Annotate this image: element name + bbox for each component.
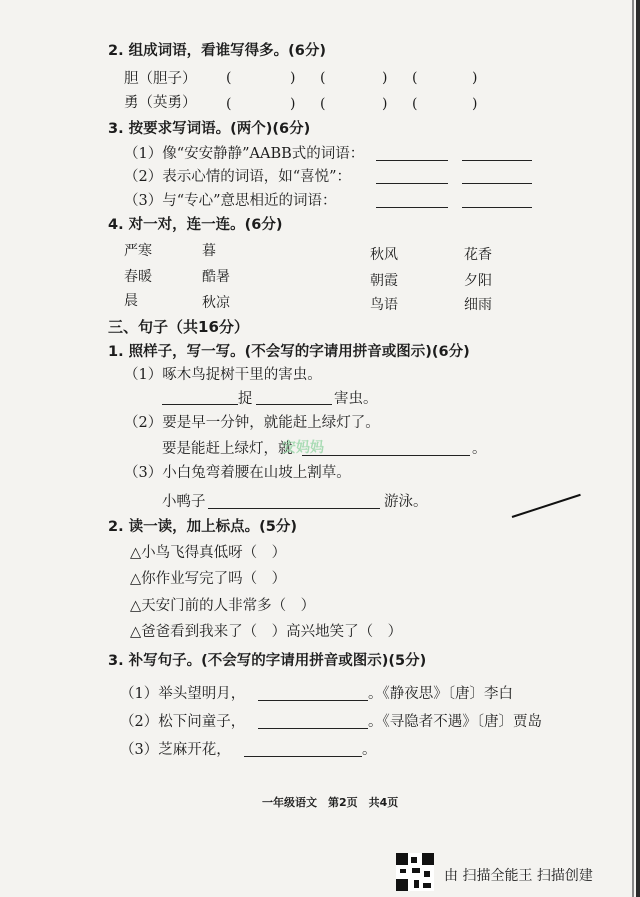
example-2-fill: 要是能赶上绿灯，就 bbox=[162, 441, 293, 457]
page-footer: 一年级语文 第2页 共4页 bbox=[262, 796, 399, 809]
answer-blank[interactable] bbox=[462, 207, 532, 208]
match-word[interactable]: 晨 bbox=[124, 293, 138, 309]
match-word[interactable]: 暮 bbox=[202, 243, 216, 259]
poem-2-end: 。《寻隐者不遇》〔唐〕贾岛 bbox=[368, 714, 542, 730]
paren: ( bbox=[412, 70, 418, 86]
example-3-end: 游泳。 bbox=[384, 494, 428, 510]
section-title: 三、句子（共16分） bbox=[108, 318, 249, 336]
poem-3-end: 。 bbox=[362, 742, 377, 758]
answer-blank[interactable] bbox=[256, 404, 332, 405]
answer-blank[interactable] bbox=[376, 183, 448, 184]
paren: ) bbox=[472, 70, 478, 86]
match-word[interactable]: 春暖 bbox=[124, 269, 152, 285]
answer-blank[interactable] bbox=[462, 160, 532, 161]
q3-item-1: （1）像“安安静静”AABB式的词语： bbox=[124, 146, 365, 162]
match-word[interactable]: 严寒 bbox=[124, 243, 152, 259]
page-edge-inner bbox=[632, 0, 634, 897]
q2-title: 2. 组成词语，看谁写得多。(6分) bbox=[108, 43, 326, 59]
example-1-verb: 捉 bbox=[238, 391, 253, 407]
answer-blank[interactable] bbox=[162, 404, 238, 405]
qr-code-icon bbox=[396, 853, 434, 891]
match-word[interactable]: 酷暑 bbox=[202, 269, 230, 285]
example-3-start: 小鸭子 bbox=[162, 494, 206, 510]
answer-blank[interactable] bbox=[376, 207, 448, 208]
poem-3-start: （3）芝麻开花， bbox=[120, 742, 231, 758]
q3-item-3: （3）与“专心”意思相近的词语： bbox=[124, 193, 337, 209]
example-1-end: 害虫。 bbox=[334, 391, 378, 407]
example-2: （2）要是早一分钟，就能赶上绿灯了。 bbox=[124, 415, 380, 431]
sec3-q2-title: 2. 读一读，加上标点。(5分) bbox=[108, 519, 297, 535]
match-word[interactable]: 花香 bbox=[464, 247, 492, 263]
punct-item[interactable]: △爸爸看到我来了（ ）高兴地笑了（ ） bbox=[130, 624, 403, 640]
answer-blank[interactable] bbox=[258, 700, 368, 701]
punct-item[interactable]: △小鸟飞得真低呀（ ） bbox=[130, 545, 287, 561]
match-word[interactable]: 秋风 bbox=[370, 247, 398, 263]
paren: ) bbox=[382, 70, 388, 86]
punct-item[interactable]: △你作业写完了吗（ ） bbox=[130, 571, 287, 587]
answer-blank[interactable] bbox=[302, 455, 470, 456]
paren: ) bbox=[290, 70, 296, 86]
paren: ) bbox=[472, 96, 478, 112]
match-word[interactable]: 细雨 bbox=[464, 297, 492, 313]
poem-1-end: 。《静夜思》〔唐〕李白 bbox=[368, 686, 513, 702]
punct-item[interactable]: △天安门前的人非常多（ ） bbox=[130, 598, 316, 614]
sec3-q1-title: 1. 照样子，写一写。(不会写的字请用拼音或图示)(6分) bbox=[108, 344, 470, 360]
answer-blank[interactable] bbox=[208, 508, 380, 509]
q2-row-2-label: 勇（英勇） bbox=[124, 95, 197, 111]
paren: ( bbox=[226, 96, 232, 112]
match-word[interactable]: 夕阳 bbox=[464, 273, 492, 289]
q3-item-2: （2）表示心情的词语，如“喜悦”： bbox=[124, 169, 352, 185]
match-word[interactable]: 秋凉 bbox=[202, 295, 230, 311]
paren: ( bbox=[412, 96, 418, 112]
answer-blank[interactable] bbox=[258, 728, 368, 729]
poem-1-start: （1）举头望明月， bbox=[120, 686, 246, 702]
poem-2-start: （2）松下问童子， bbox=[120, 714, 246, 730]
q2-row-1-label: 胆（胆子） bbox=[124, 71, 197, 87]
example-3: （3）小白兔弯着腰在山坡上割草。 bbox=[124, 465, 351, 481]
example-2-end: 。 bbox=[472, 441, 487, 457]
watermark: 安妈妈 bbox=[282, 440, 324, 456]
answer-blank[interactable] bbox=[462, 183, 532, 184]
q3-title: 3. 按要求写词语。(两个)(6分) bbox=[108, 121, 311, 137]
paren: ( bbox=[320, 70, 326, 86]
answer-blank[interactable] bbox=[244, 756, 362, 757]
match-word[interactable]: 朝霞 bbox=[370, 273, 398, 289]
match-word[interactable]: 鸟语 bbox=[370, 297, 398, 313]
paren: ) bbox=[382, 96, 388, 112]
answer-blank[interactable] bbox=[376, 160, 448, 161]
page-edge bbox=[636, 0, 640, 897]
sec3-q3-title: 3. 补写句子。(不会写的字请用拼音或图示)(5分) bbox=[108, 653, 427, 669]
paren: ( bbox=[320, 96, 326, 112]
paren: ) bbox=[290, 96, 296, 112]
pen-stroke bbox=[512, 494, 581, 518]
scanner-credit: 由 扫描全能王 扫描创建 bbox=[444, 868, 593, 884]
paren: ( bbox=[226, 70, 232, 86]
q4-title: 4. 对一对，连一连。(6分) bbox=[108, 217, 283, 233]
example-1: （1）啄木鸟捉树干里的害虫。 bbox=[124, 367, 322, 383]
